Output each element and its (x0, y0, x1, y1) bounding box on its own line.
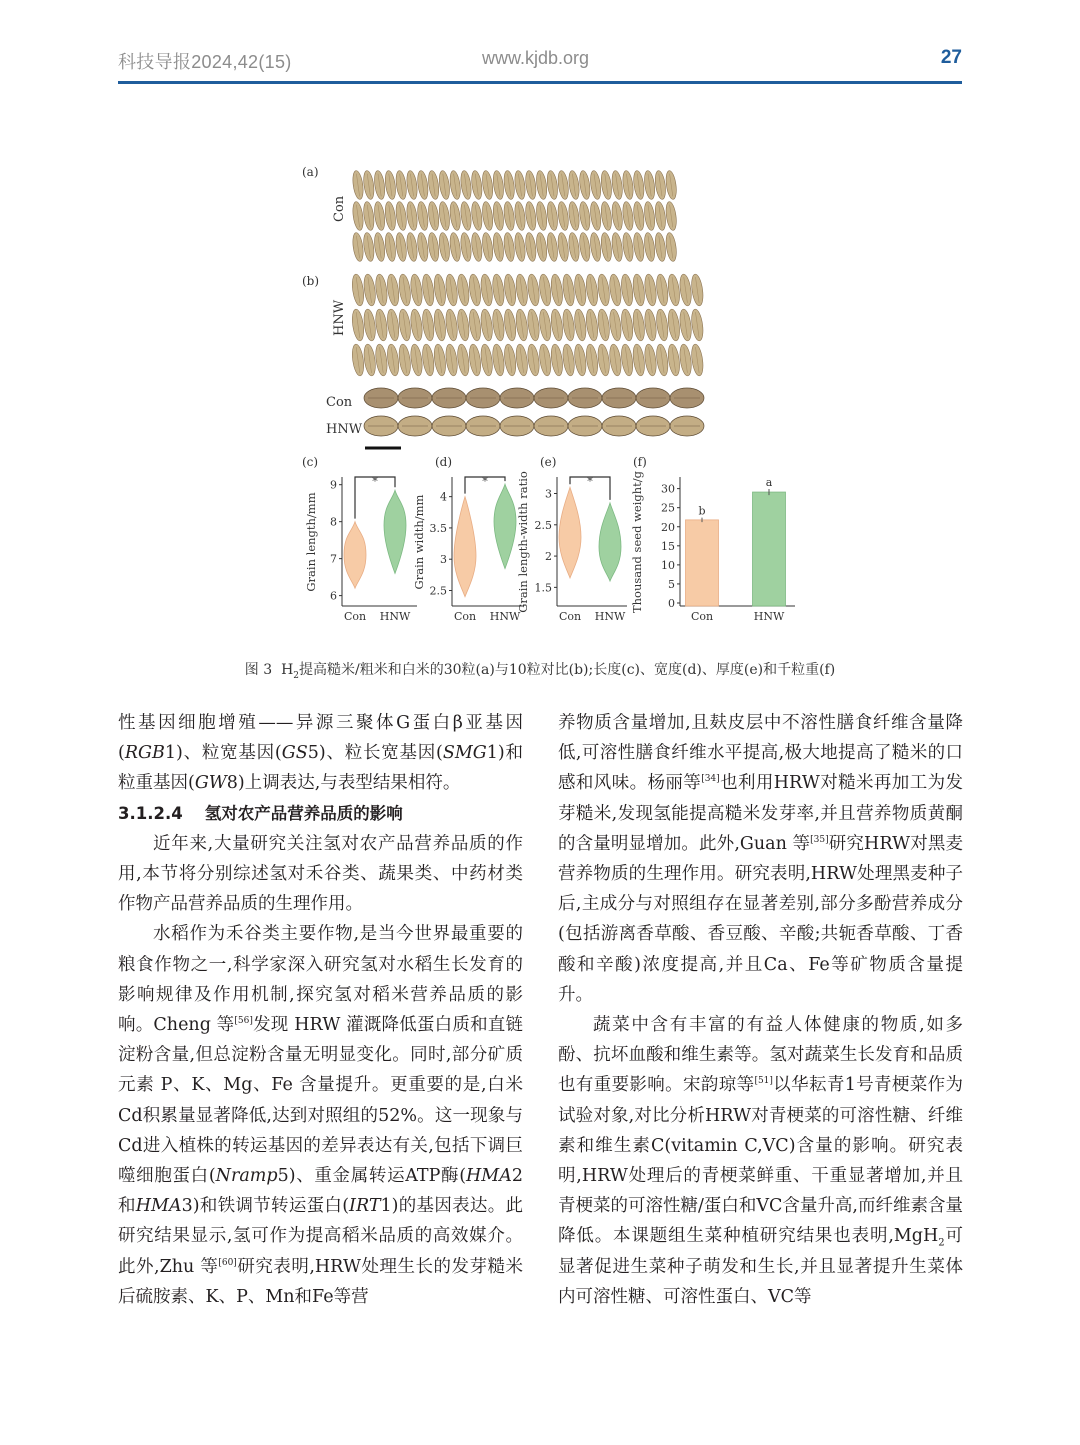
grain (589, 170, 602, 200)
photo-label-con: Con (332, 195, 347, 222)
grain (351, 170, 364, 200)
y-tick-label: 6 (330, 589, 337, 603)
journal-url[interactable]: www.kjdb.org (482, 48, 590, 68)
grain (654, 201, 667, 231)
caption-text: 提高糙米/粗米和白米的30粒(a)与10粒对比(b);长度(c)、宽度(d)、厚度(e)和千粒重(f) (299, 662, 836, 678)
panel-label: (f) (633, 455, 647, 469)
grain (459, 170, 472, 200)
grain (631, 273, 646, 306)
significance-marker: * (372, 475, 378, 488)
x-tick-label: Con (690, 610, 714, 623)
grain (549, 308, 564, 341)
grain (621, 201, 634, 231)
grain (468, 343, 483, 376)
panel-label: (e) (540, 455, 557, 469)
y-tick-label: 3 (440, 553, 447, 567)
significance-marker: * (482, 475, 488, 488)
grain (479, 308, 494, 341)
grain (643, 201, 656, 231)
grain (585, 273, 600, 306)
grain (664, 201, 677, 231)
y-tick-label: 20 (661, 520, 675, 534)
grain (561, 343, 576, 376)
grain (362, 308, 377, 341)
grain (526, 343, 541, 376)
grain (397, 343, 412, 376)
row-label-con: Con (326, 395, 353, 410)
grain (409, 343, 424, 376)
y-tick-label: 9 (330, 478, 337, 492)
y-axis-label: Thousand seed weight/g (630, 470, 644, 614)
chart-e (516, 455, 627, 623)
significance-marker: * (587, 475, 593, 488)
grain (421, 308, 436, 341)
grain (386, 343, 401, 376)
grain (444, 273, 459, 306)
grain (438, 232, 451, 262)
grain (421, 343, 436, 376)
grain (608, 273, 623, 306)
grain (561, 308, 576, 341)
grain (470, 170, 483, 200)
y-tick-label: 10 (661, 558, 675, 572)
grain (481, 170, 494, 200)
grain (427, 170, 440, 200)
grain (610, 170, 623, 200)
grain (459, 201, 472, 231)
grain (546, 201, 559, 231)
grain (503, 308, 518, 341)
grain (374, 343, 389, 376)
grain (386, 273, 401, 306)
grain (374, 308, 389, 341)
grain (456, 308, 471, 341)
figure-caption (0, 659, 1080, 679)
significance-letter: a (765, 476, 773, 490)
figure-3 (295, 158, 785, 628)
x-tick-label: HNW (594, 610, 626, 623)
grain (620, 273, 635, 306)
grain (643, 308, 658, 341)
citation[interactable]: [34] (701, 774, 720, 785)
y-axis-label: Grain length/mm (304, 492, 318, 592)
paragraph: 性基因细胞增殖——异源三聚体G蛋白β亚基因(RGB1)、粒宽基因(GS5)、粒长宽基因(SMG1)和粒重基因(GW8)上调表达,与表型结果相符。 (118, 713, 523, 794)
y-tick-label: 7 (330, 552, 337, 566)
significance-letter: b (698, 504, 706, 518)
grain (654, 170, 667, 200)
grain (416, 232, 429, 262)
y-tick-label: 30 (661, 482, 675, 496)
grain (502, 232, 515, 262)
paragraph: 近年来,大量研究关注氢对农产品营养品质的作用,本节将分别综述氢对禾谷类、蔬果类、中药材类作物产品营养品质的生理作用。 (118, 833, 523, 915)
grain (362, 232, 375, 262)
chart-c (302, 455, 417, 623)
grain (492, 201, 505, 231)
x-tick-label: Con (558, 610, 582, 623)
grain (556, 201, 569, 231)
grain (421, 273, 436, 306)
grain (384, 232, 397, 262)
grain (468, 308, 483, 341)
chart-d (412, 455, 524, 623)
grain (397, 308, 412, 341)
violin-con (559, 487, 581, 578)
grain (596, 343, 611, 376)
grain (690, 273, 705, 306)
journal-name: 科技导报2024,42(15) (118, 52, 292, 72)
grain (394, 170, 407, 200)
x-tick-label: Con (343, 610, 367, 623)
grain (538, 343, 553, 376)
grain (664, 232, 677, 262)
violin-hnw (599, 503, 621, 581)
grain (470, 201, 483, 231)
grain (524, 201, 537, 231)
grain (631, 308, 646, 341)
header-rule (118, 81, 962, 84)
grain (438, 170, 451, 200)
grain (666, 343, 681, 376)
grain-photo-30-con (352, 170, 682, 265)
grain (573, 308, 588, 341)
grain (384, 170, 397, 200)
grain (632, 232, 645, 262)
y-tick-label: 25 (661, 501, 675, 515)
grain (526, 273, 541, 306)
grain (535, 170, 548, 200)
grain (567, 232, 580, 262)
grain (503, 273, 518, 306)
caption-h: H (281, 662, 294, 678)
grain (666, 308, 681, 341)
page-number: 27 (940, 47, 962, 68)
grain (596, 308, 611, 341)
grain (456, 343, 471, 376)
charts-area (295, 453, 785, 628)
y-tick-label: 15 (661, 539, 675, 553)
grain (373, 170, 386, 200)
grain (444, 308, 459, 341)
grain (608, 308, 623, 341)
grain (362, 201, 375, 231)
grain (655, 308, 670, 341)
grain (567, 170, 580, 200)
x-tick-label: HNW (379, 610, 411, 623)
paragraph: 养物质含量增加,且麸皮层中不溶性膳食纤维含量降低,可溶性膳食纤维水平提高,极大地提高了糙米的口感和风味。杨丽等[34]也利用HRW对糙米再加工为发芽糙米,发现氢能提高糙米发芽率,并且营养物质黄酮的含量明显增加。此外,Guan 等[35]研究HRW对黑麦营养物质的生理作用。研究表明,HRW处理黑麦种子后,主成分与对照组存在显著差别,部分多酚营养成分(包括游离香草酸、香豆酸、辛酸;共轭香草酸、丁香酸和辛酸)浓度提高,并且Ca、Fe等矿物质含量提升。 (558, 713, 963, 1005)
grain (596, 273, 611, 306)
y-tick-label: 1.5 (534, 581, 552, 595)
grain (362, 273, 377, 306)
grain (459, 232, 472, 262)
grain (573, 343, 588, 376)
grain (620, 308, 635, 341)
grain (394, 232, 407, 262)
grain (546, 170, 559, 200)
x-tick-label: HNW (753, 610, 785, 623)
grain (600, 201, 613, 231)
violin-hnw (384, 490, 406, 573)
grain (654, 232, 667, 262)
grain (678, 308, 693, 341)
section-title: 氢对农产品营养品质的影响 (204, 803, 403, 823)
left-column (118, 708, 523, 1312)
grain (632, 170, 645, 200)
row-label-hnw: HNW (326, 422, 363, 437)
grain (514, 343, 529, 376)
grain (556, 170, 569, 200)
grain (600, 232, 613, 262)
section-heading (118, 799, 523, 829)
grain (409, 308, 424, 341)
y-tick-label: 8 (330, 515, 337, 529)
grain (405, 201, 418, 231)
grain (479, 273, 494, 306)
grain (535, 201, 548, 231)
photo-label-hnw: HNW (332, 299, 347, 336)
grain (655, 343, 670, 376)
y-tick-label: 2.5 (534, 518, 552, 532)
grain (567, 201, 580, 231)
grain (538, 273, 553, 306)
grain (432, 273, 447, 306)
grain (535, 232, 548, 262)
grain (394, 201, 407, 231)
paragraph: 蔬菜中含有丰富的有益人体健康的物质,如多酚、抗坏血酸和维生素等。氢对蔬菜生长发育和品质也有重要影响。宋韵琼等[51]以华耘青1号青梗菜作为试验对象,对比分析HRW对青梗菜的可溶性糖、纤维素和维生素C(vitamin C,VC)含量的影响。研究表明,HRW处理后的青梗菜鲜重、干重显著增加,并且青梗菜的可溶性糖/蛋白和VC含量升高,而纤维素含量降低。本课题组生菜种植研究结果也表明,MgH$_2$可显著促进生菜种子萌发和生长,并且显著提升生菜体内可溶性糖、可溶性蛋白、VC等 (558, 1015, 963, 1307)
grain (362, 170, 375, 200)
grain (513, 170, 526, 200)
y-tick-label: 2.5 (429, 584, 447, 598)
x-tick-label: Con (453, 610, 477, 623)
grain (585, 308, 600, 341)
grain (351, 232, 364, 262)
grain-photo-10-comparison (363, 382, 733, 454)
y-axis-label: Grain width/mm (412, 494, 426, 590)
grain (470, 232, 483, 262)
grain-photo-30-hnw (352, 273, 712, 378)
grain (678, 343, 693, 376)
grain (386, 308, 401, 341)
violin-con (344, 522, 366, 589)
grain (397, 273, 412, 306)
section-number: 3.1.2.4 (118, 803, 183, 823)
grain (526, 308, 541, 341)
grain (481, 232, 494, 262)
grain (655, 273, 670, 306)
grain (384, 201, 397, 231)
grain (524, 170, 537, 200)
y-tick-label: 5 (668, 577, 675, 591)
grain (690, 343, 705, 376)
grain (481, 201, 494, 231)
grain (373, 232, 386, 262)
grain (643, 343, 658, 376)
grain (351, 308, 366, 341)
grain (479, 343, 494, 376)
grain (690, 308, 705, 341)
grain (427, 201, 440, 231)
panel-label-b: (b) (302, 274, 320, 288)
y-tick-label: 0 (668, 597, 675, 610)
grain (432, 343, 447, 376)
grain (491, 343, 506, 376)
grain (409, 273, 424, 306)
bar-hnw (753, 492, 786, 606)
grain (549, 343, 564, 376)
grain (585, 343, 600, 376)
page-header (118, 46, 962, 76)
grain (631, 343, 646, 376)
grain (610, 232, 623, 262)
grain (438, 201, 451, 231)
grain (491, 273, 506, 306)
grain (666, 273, 681, 306)
grain (514, 308, 529, 341)
grain (556, 232, 569, 262)
grain (502, 170, 515, 200)
grain (632, 201, 645, 231)
grain (513, 232, 526, 262)
grain (549, 273, 564, 306)
caption-h-sub: 2 (293, 670, 300, 681)
grain (620, 343, 635, 376)
grain (416, 170, 429, 200)
grain (448, 232, 461, 262)
grain (608, 343, 623, 376)
grain (432, 308, 447, 341)
panel-label: (c) (302, 455, 319, 469)
grain (578, 170, 591, 200)
grain (491, 308, 506, 341)
grain (362, 343, 377, 376)
y-tick-label: 3.5 (429, 521, 447, 535)
panel-label: (d) (435, 455, 453, 469)
grain (351, 201, 364, 231)
grain (578, 232, 591, 262)
citation[interactable]: [60] (218, 1257, 237, 1268)
grain (678, 273, 693, 306)
grain (405, 170, 418, 200)
grain (503, 343, 518, 376)
grain (351, 273, 366, 306)
grain (502, 201, 515, 231)
grain (373, 201, 386, 231)
grain (405, 232, 418, 262)
chart-f (630, 455, 795, 623)
grain (546, 232, 559, 262)
grain (538, 308, 553, 341)
grain (513, 201, 526, 231)
grain (524, 232, 537, 262)
grain (456, 273, 471, 306)
citation[interactable]: [35] (810, 834, 829, 845)
bar-con (686, 520, 719, 606)
grain (643, 232, 656, 262)
grain (444, 343, 459, 376)
caption-prefix: 图 3 (244, 662, 273, 678)
grain (561, 273, 576, 306)
grain (573, 273, 588, 306)
violin-con (454, 497, 476, 597)
grain (664, 170, 677, 200)
grain (621, 170, 634, 200)
y-tick-label: 3 (545, 487, 552, 501)
grain (643, 273, 658, 306)
grain (610, 201, 623, 231)
grain (492, 170, 505, 200)
y-axis-label: Grain length-width ratio (516, 471, 530, 613)
violin-hnw (494, 484, 516, 568)
y-tick-label: 4 (440, 490, 447, 504)
grain (374, 273, 389, 306)
grain (589, 201, 602, 231)
right-column (558, 708, 963, 1312)
x-tick-label: HNW (489, 610, 521, 623)
grain (448, 170, 461, 200)
grain (600, 170, 613, 200)
citation[interactable]: [56] (234, 1016, 253, 1027)
grain (448, 201, 461, 231)
grain (416, 201, 429, 231)
grain (427, 232, 440, 262)
grain (351, 343, 366, 376)
grain (621, 232, 634, 262)
grain (589, 232, 602, 262)
citation[interactable]: [51] (754, 1076, 773, 1087)
grain (514, 273, 529, 306)
grain (468, 273, 483, 306)
grain (492, 232, 505, 262)
panel-label-a: (a) (302, 165, 319, 179)
grain (643, 170, 656, 200)
y-tick-label: 2 (545, 550, 552, 564)
paragraph: 水稻作为禾谷类主要作物,是当今世界最重要的粮食作物之一,科学家深入研究氢对水稻生长发育的影响规律及作用机制,探究氢对稻米营养品质的影响。Cheng 等[56]发现 HRW 灌溉降低蛋白质和直链淀粉含量,但总淀粉含量无明显变化。同时,部分矿质元素 P、K、Mg、Fe 含量提升。更重要的是,白米Cd积累量显著降低,达到对照组的52%。这一现象与Cd进入植株的转运基因的差异表达有关,包括下调巨噬细胞蛋白(Nramp5)、重金属转运ATP酶(HMA2和HMA3)和铁调节转运蛋白(IRT1)的基因表达。此研究结果显示,氢可作为提高稻米品质的高效媒介。此外,Zhu 等[60]研究表明,HRW处理生长的发芽糙米后硫胺素、K、P、Mn和Fe等营 (118, 924, 523, 1307)
grain (578, 201, 591, 231)
